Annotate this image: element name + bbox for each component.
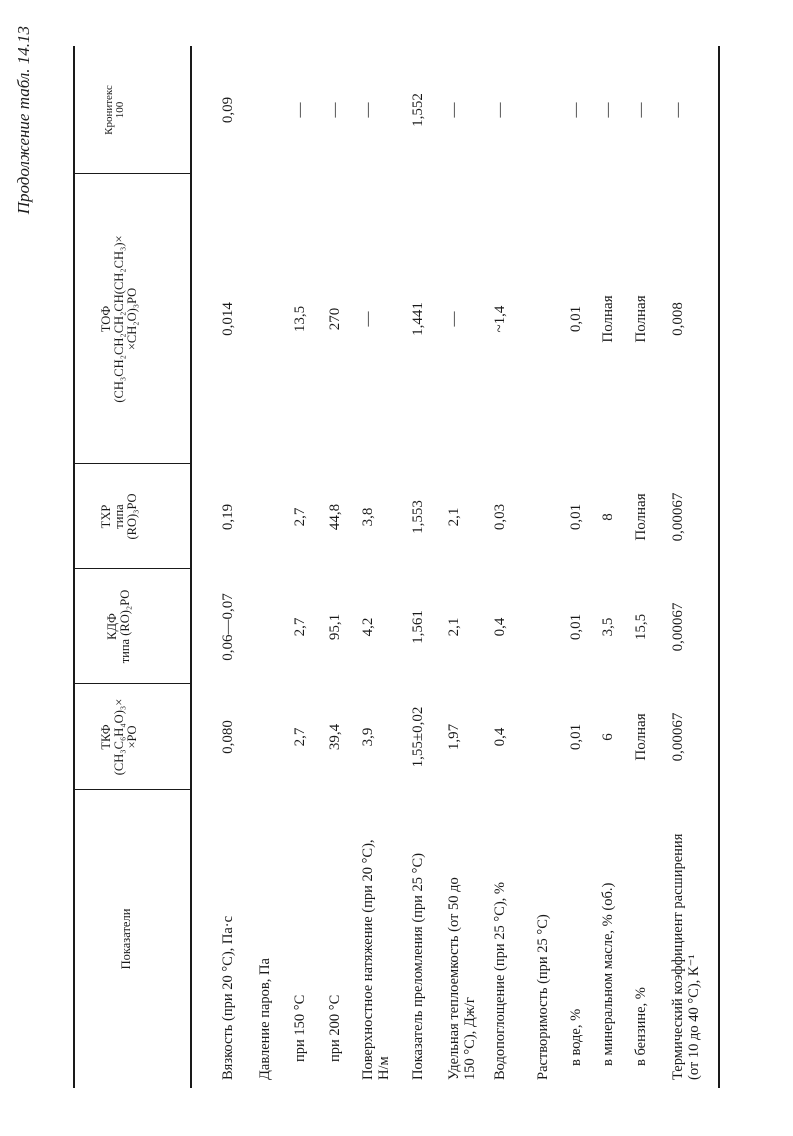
- row-label-line: Водопоглощение (при 25 °С), %: [492, 882, 508, 1080]
- table-cell: —: [360, 311, 376, 327]
- table-cell: 0,09: [220, 96, 236, 124]
- row-label-line: Вязкость (при 20 °С), Па·с: [220, 915, 236, 1080]
- table-cell: 3,8: [360, 507, 376, 527]
- table-cell: 1,97: [446, 723, 462, 751]
- row-label-line: в минеральном масле, % (об.): [600, 882, 616, 1066]
- header-col2: КДФ типа (RO)₂PO: [105, 589, 132, 664]
- table-cell: Полная: [633, 493, 649, 541]
- table-cell: 0,4: [492, 727, 508, 747]
- table-cell: 4,2: [360, 617, 376, 637]
- table-cell: 1,553: [410, 500, 426, 534]
- table-cell: 6: [600, 733, 616, 741]
- header-col5: Кронитекс 100: [103, 85, 126, 135]
- table-cell: 95,1: [327, 613, 343, 641]
- table-cell: —: [633, 102, 649, 118]
- row-label-line: Показатель преломления (при 25 °С): [410, 853, 426, 1080]
- header-col1: ТКФ (CH₃C₆H₄O)₃× ×PO: [99, 698, 139, 776]
- table-cell: 0,01: [568, 305, 584, 333]
- header-col3: ТХР типа (RO)₃PO: [99, 493, 139, 540]
- table-cell: —: [292, 102, 308, 118]
- table-cell: 2,1: [446, 617, 462, 637]
- table-cell: 0,06—0,07: [220, 593, 236, 661]
- table-cell: Полная: [633, 295, 649, 343]
- table-cell: —: [492, 102, 508, 118]
- row-label: [220, 810, 236, 1080]
- table-cell: 1,552: [410, 93, 426, 127]
- table-cell: —: [670, 102, 686, 118]
- table-cell: 0,19: [220, 503, 236, 531]
- table-cell: 0,00067: [670, 712, 686, 762]
- table-cell: 3,9: [360, 727, 376, 747]
- table-cell: —: [568, 102, 584, 118]
- table-cell: 3,5: [600, 617, 616, 637]
- table-cell: 0,014: [220, 302, 236, 336]
- row-label: [568, 796, 584, 1066]
- row-label-line: (от 10 до 40 °С), К⁻¹: [686, 954, 702, 1080]
- table-cell: Полная: [600, 295, 616, 343]
- row-label: [670, 810, 702, 1080]
- table-cell: 0,008: [670, 302, 686, 336]
- row-label: [257, 810, 273, 1080]
- table-cell: 44,8: [327, 503, 343, 531]
- table-cell: 1,441: [410, 302, 426, 336]
- table-cell: —: [600, 102, 616, 118]
- table-cell: 8: [600, 513, 616, 521]
- table-cell: —: [446, 311, 462, 327]
- header-col4: ТОФ (CH₃CH₂CH₂CH₂CH(CH₂CH₃)× ×CH₂O)₃PO: [99, 235, 139, 403]
- row-label: [292, 792, 308, 1062]
- table-cell: 39,4: [327, 723, 343, 751]
- row-label-line: Н/м: [376, 1056, 392, 1080]
- row-label: [410, 810, 426, 1080]
- table-cell: 1,561: [410, 610, 426, 644]
- table-cell: ~1,4: [492, 305, 508, 333]
- row-label-line: Поверхностное натяжение (при 20 °С),: [360, 839, 376, 1080]
- row-label: [492, 810, 508, 1080]
- table-cell: 0,01: [568, 503, 584, 531]
- row-label: [535, 810, 551, 1080]
- table-cell: 2,7: [292, 507, 308, 527]
- row-label: [327, 792, 343, 1062]
- table-cell: 13,5: [292, 305, 308, 333]
- row-label: [360, 810, 392, 1080]
- row-label-line: при 150 °С: [292, 994, 308, 1062]
- table-cell: 270: [327, 307, 343, 331]
- row-label: [446, 810, 478, 1080]
- table-cell: 0,080: [220, 720, 236, 754]
- row-label-line: в воде, %: [568, 1008, 584, 1066]
- header-rule: [190, 46, 192, 1088]
- row-label: [600, 796, 616, 1066]
- table-cell: Полная: [633, 713, 649, 761]
- table-cell: 0,01: [568, 723, 584, 751]
- bottom-rule: [718, 46, 720, 1088]
- row-label-line: Удельная теплоемкость (от 50 до: [446, 877, 462, 1080]
- header-param: Показатели: [119, 908, 133, 970]
- row-label-line: в бензине, %: [633, 987, 649, 1066]
- table-cell: 2,7: [292, 617, 308, 637]
- row-label-line: при 200 °С: [327, 994, 343, 1062]
- table-cell: 0,00067: [670, 492, 686, 542]
- table-cell: 0,00067: [670, 602, 686, 652]
- table-cell: 0,03: [492, 503, 508, 531]
- row-label-line: Давление паров, Па: [257, 958, 273, 1080]
- row-label-line: 150 °С), Дж/г: [462, 997, 478, 1080]
- table-cell: 0,4: [492, 617, 508, 637]
- row-label: [633, 796, 649, 1066]
- table-cell: —: [446, 102, 462, 118]
- table-caption: Продолжение табл. 14.13: [14, 26, 33, 215]
- table-cell: —: [360, 102, 376, 118]
- row-label-line: Термический коэффициент расширения: [670, 833, 686, 1080]
- table-cell: 1,55±0,02: [410, 706, 426, 768]
- table-cell: 2,1: [446, 507, 462, 527]
- table-cell: 15,5: [633, 613, 649, 641]
- table-cell: 0,01: [568, 613, 584, 641]
- table-cell: 2,7: [292, 727, 308, 747]
- row-label-line: Растворимость (при 25 °С): [535, 914, 551, 1080]
- table-cell: —: [327, 102, 343, 118]
